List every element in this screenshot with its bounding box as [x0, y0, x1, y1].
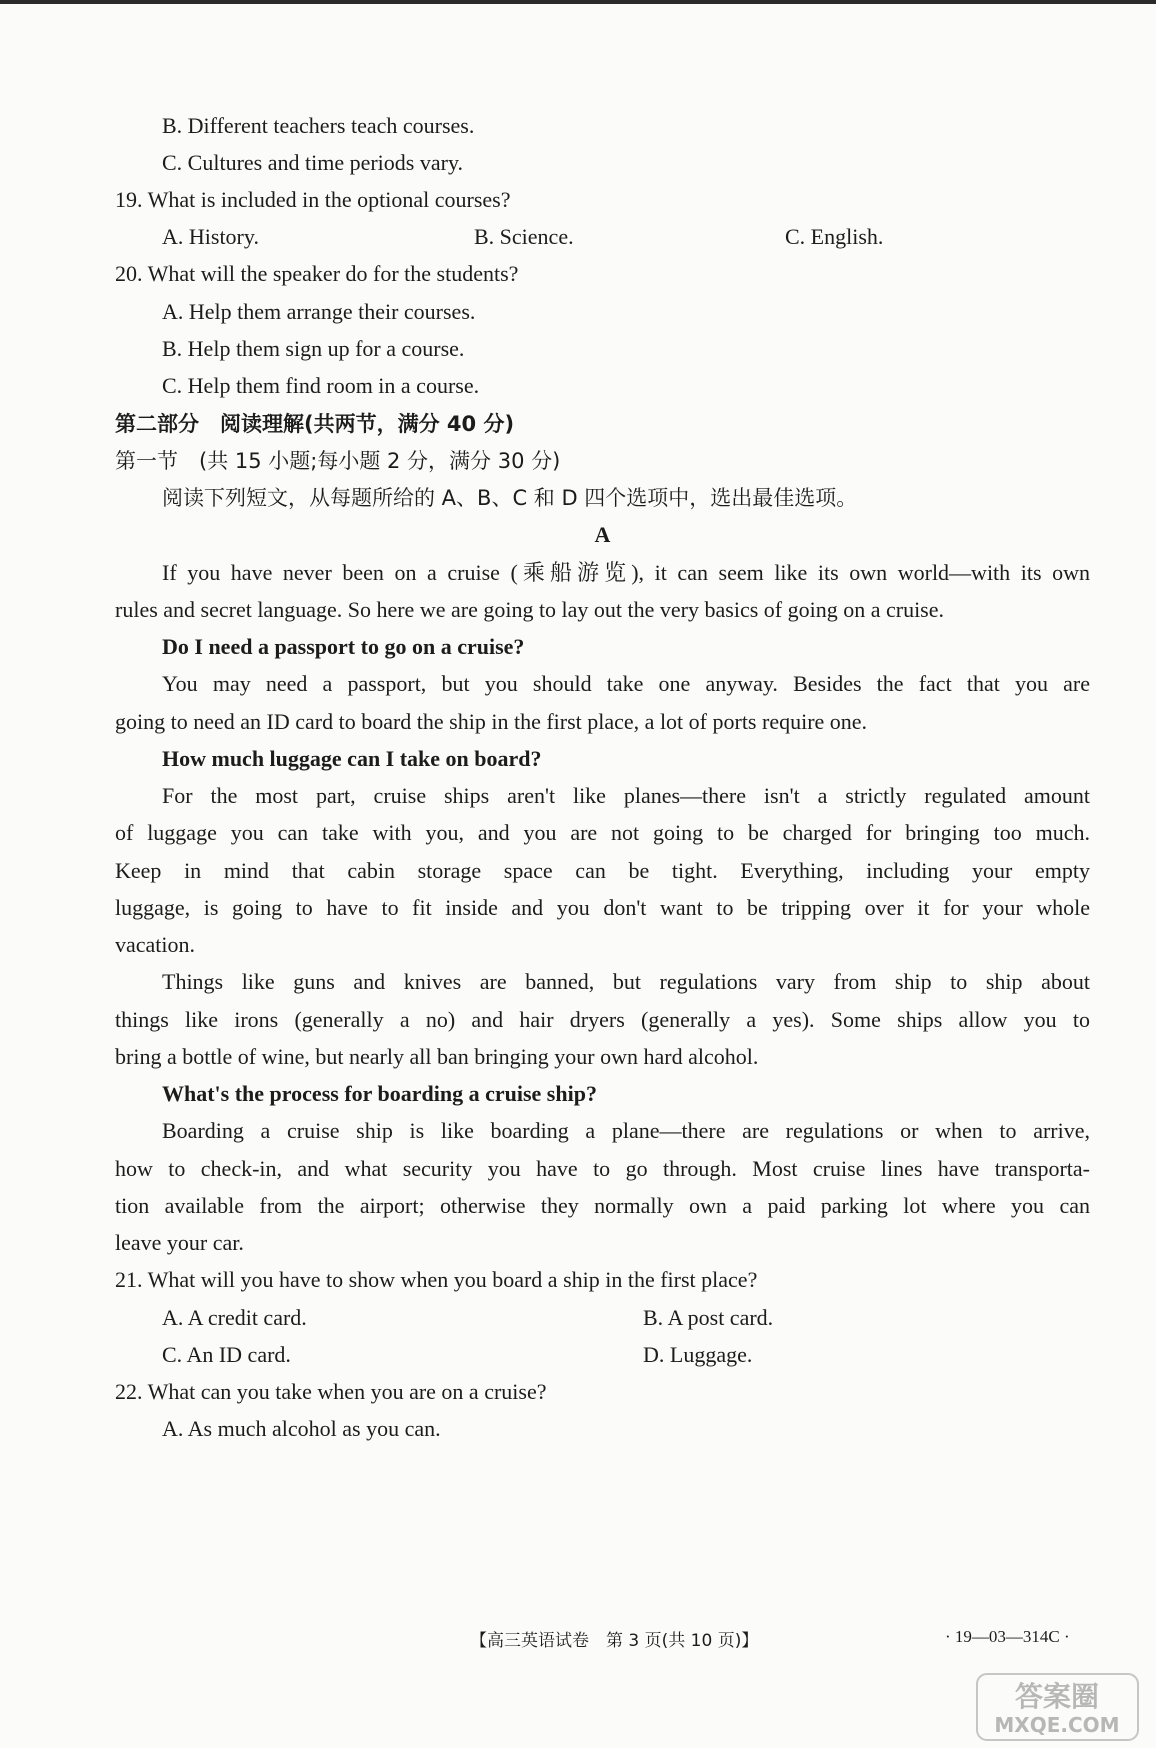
watermark-logo-graphic — [975, 1672, 1140, 1742]
paragraph-line: leave your car. — [115, 1230, 244, 1255]
question-21-options-row2 — [115, 1341, 1090, 1369]
paragraph-line: how to check-in, and what security you have to go through. Most cruise lines have transporta- — [115, 1156, 1090, 1181]
option-18b: B. Different teachers teach courses. — [162, 113, 475, 138]
part-two-heading: 第二部分 阅读理解(共两节，满分 40 分) — [115, 412, 515, 436]
paragraph-line: going to need an ID card to board the ship in the first place, a lot of ports require one. — [115, 709, 868, 734]
section-one-heading: 第一节 (共 15 小题;每小题 2 分，满分 30 分) — [115, 449, 561, 473]
paragraph-line: If you have never been on a cruise (乘船游览), it can seem like its own world—with its own — [162, 560, 1090, 585]
paragraph-line: bring a bottle of wine, but nearly all ban bringing your own hard alcohol. — [115, 1044, 759, 1069]
question-19: 19. What is included in the optional courses? — [115, 187, 511, 212]
option-19c: C. English. — [785, 224, 884, 249]
question-20: 20. What will the speaker do for the students? — [115, 261, 519, 286]
passage-label: A — [594, 522, 611, 547]
option-20b: B. Help them sign up for a course. — [162, 336, 465, 361]
option-19b: B. Science. — [474, 224, 574, 249]
subheading-passport: Do I need a passport to go on a cruise? — [162, 634, 525, 659]
question-19-options — [115, 223, 1090, 251]
paragraph-line: of luggage you can take with you, and you are not going to be charged for bringing too much. — [115, 820, 1090, 845]
option-21d: D. Luggage. — [643, 1342, 753, 1367]
paragraph-line: Boarding a cruise ship is like boarding a plane—there are regulations or when to arrive, — [162, 1118, 1090, 1143]
option-20c: C. Help them find room in a course. — [162, 373, 480, 398]
option-18c: C. Cultures and time periods vary. — [162, 150, 464, 175]
subheading-luggage: How much luggage can I take on board? — [162, 746, 542, 771]
option-22a: A. As much alcohol as you can. — [162, 1416, 441, 1441]
subheading-boarding: What's the process for boarding a cruise ship? — [162, 1081, 597, 1106]
paragraph-line: tion available from the airport; otherwise they normally own a paid parking lot where you can — [115, 1193, 1090, 1218]
paragraph-line: luggage, is going to have to fit inside and you don't want to be tripping over it for your whole — [115, 895, 1090, 920]
watermark-top-text: 答案圈 — [1014, 1680, 1100, 1713]
exam-code: · 19—03—314C · — [945, 1627, 1070, 1646]
question-21: 21. What will you have to show when you board a ship in the first place? — [115, 1267, 758, 1292]
question-21-options-row1 — [115, 1304, 1090, 1332]
paragraph-line: For the most part, cruise ships aren't like planes—there isn't a strictly regulated amount — [162, 783, 1090, 808]
instructions: 阅读下列短文，从每题所给的 A、B、C 和 D 四个选项中，选出最佳选项。 — [162, 486, 858, 510]
paragraph-line: You may need a passport, but you should take one anyway. Besides the fact that you are — [162, 671, 1090, 696]
top-border-line — [0, 0, 1156, 4]
paragraph-line: rules and secret language. So here we are going to lay out the very basics of going on a cruise. — [115, 597, 945, 622]
option-21a: A. A credit card. — [162, 1305, 307, 1330]
watermark-logo — [975, 1672, 1140, 1742]
option-19a: A. History. — [162, 224, 259, 249]
option-20a: A. Help them arrange their courses. — [162, 299, 476, 324]
paragraph-line: things like irons (generally a no) and hair dryers (generally a yes). Some ships allow you to — [115, 1007, 1090, 1032]
page-footer: 【高三英语试卷 第 3 页(共 10 页)】 — [470, 1631, 759, 1651]
paragraph-line: vacation. — [115, 932, 196, 957]
option-21b: B. A post card. — [643, 1305, 774, 1330]
watermark-bottom-text: MXQE.COM — [994, 1713, 1120, 1737]
option-21c: C. An ID card. — [162, 1342, 291, 1367]
paragraph-line: Keep in mind that cabin storage space can be tight. Everything, including your empty — [115, 858, 1090, 883]
paragraph-line: Things like guns and knives are banned, but regulations vary from ship to ship about — [162, 969, 1090, 994]
question-22: 22. What can you take when you are on a cruise? — [115, 1379, 547, 1404]
